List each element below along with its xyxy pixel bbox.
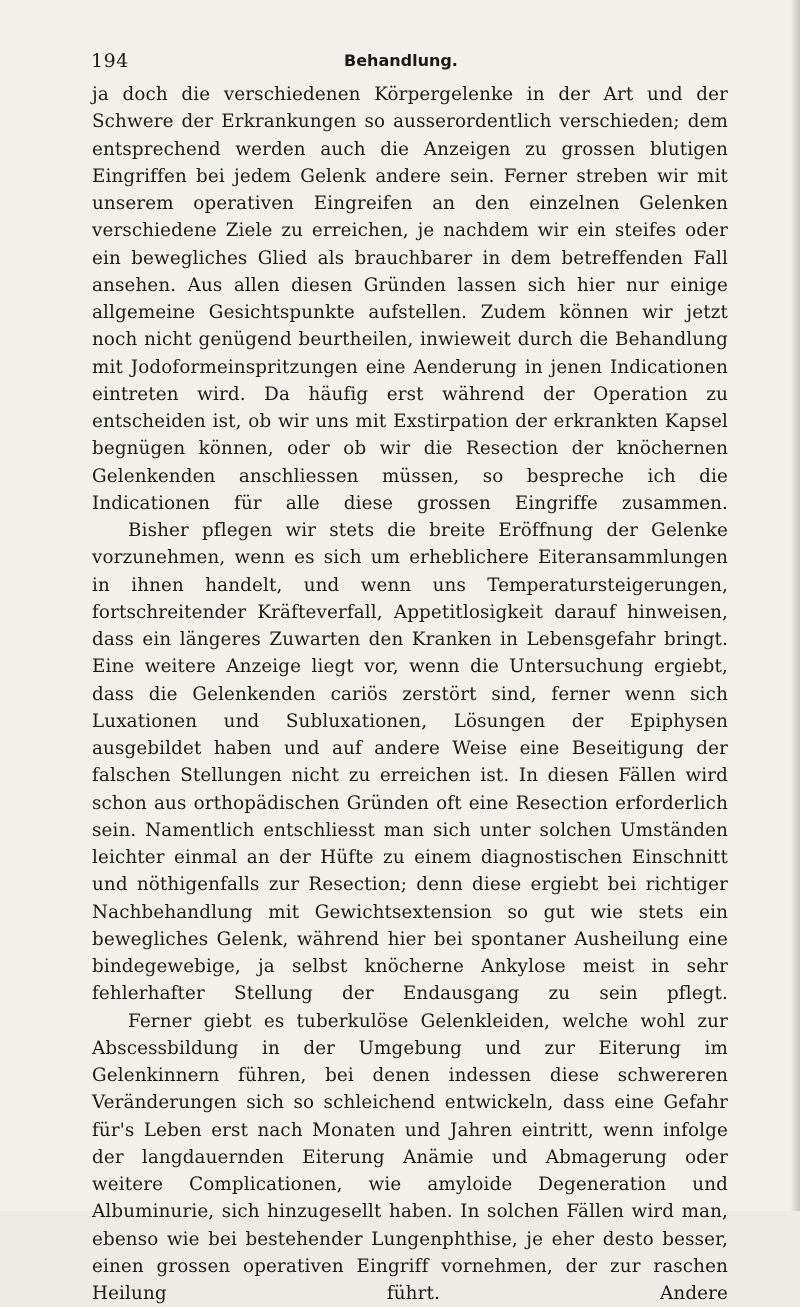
paragraph-3: Ferner giebt es tuberkulöse Gelenkleiden, welche wohl zur Abscessbildung in der Umgebung und zur Eiterung im Gelenkinnern führen, bei denen indessen diese schwereren Veränderungen sich so schleichend entwickeln, dass eine Gefahr für's Leben erst nach Monaten und Jahren eintritt, wenn infolge der langdauernden Eiterung Anämie und Abmagerung oder weitere Complicationen, wie amyloide Degeneration und Albuminurie, sich hinzugesellt haben. In solchen Fällen wird man, ebenso wie bei bestehender Lungenphthise, je eher desto besser, einen grossen operativen Eingriff vornehmen, der zur raschen Heilung führt. Andere (92, 1008, 728, 1307)
running-head: Behandlung. (344, 51, 458, 70)
body-text (92, 81, 728, 1307)
page-edge-shadow (790, 0, 800, 1211)
page-header (91, 50, 731, 80)
paragraph-2: Bisher pflegen wir stets die breite Eröffnung der Gelenke vorzunehmen, wenn es sich um erheblichere Eiteransammlungen in ihnen handelt, und wenn uns Temperatursteigerungen, fortschreitender Kräfteverfall, Appetitlosigkeit darauf hinweisen, dass ein längeres Zuwarten den Kranken in Lebensgefahr bringt. Eine weitere Anzeige liegt vor, wenn die Untersuchung ergiebt, dass die Gelenkenden cariös zerstört sind, ferner wenn sich Luxationen und Subluxationen, Lösungen der Epiphysen ausgebildet haben und auf andere Weise eine Beseitigung der falschen Stellungen nicht zu erreichen ist. In diesen Fällen wird schon aus orthopädischen Gründen oft eine Resection erforderlich sein. Namentlich entschliesst man sich unter solchen Umständen leichter einmal an der Hüfte zu einem diagnostischen Einschnitt und nöthigenfalls zur Resection; denn diese ergiebt bei richtiger Nachbehandlung mit Gewichtsextension so gut wie stets ein bewegliches Gelenk, während hier bei spontaner Ausheilung eine bindegewebige, ja selbst knöcherne Ankylose meist in sehr fehlerhafter Stellung der Endausgang zu sein pflegt. (92, 517, 728, 1008)
page-number: 194 (91, 50, 129, 72)
paragraph-1: ja doch die verschiedenen Körpergelenke in der Art und der Schwere der Erkrankungen so ausserordentlich verschieden; dem entsprechend werden auch die Anzeigen zu grossen blutigen Eingriffen bei jedem Gelenk andere sein. Ferner streben wir mit unserem operativen Eingreifen an den einzelnen Gelenken verschiedene Ziele zu erreichen, je nachdem wir ein steifes oder ein bewegliches Glied als brauchbarer in dem betreffenden Fall ansehen. Aus allen diesen Gründen lassen sich hier nur einige allgemeine Gesichtspunkte aufstellen. Zudem können wir jetzt noch nicht genügend beurtheilen, inwieweit durch die Behandlung mit Jodoformeinspritzungen eine Aenderung in jenen Indicationen eintreten wird. Da häufig erst während der Operation zu entscheiden ist, ob wir uns mit Exstirpation der erkrankten Kapsel begnügen können, oder ob wir die Resection der knöchernen Gelenkenden anschliessen müssen, so bespreche ich die Indicationen für alle diese grossen Eingriffe zusammen. (92, 81, 728, 517)
